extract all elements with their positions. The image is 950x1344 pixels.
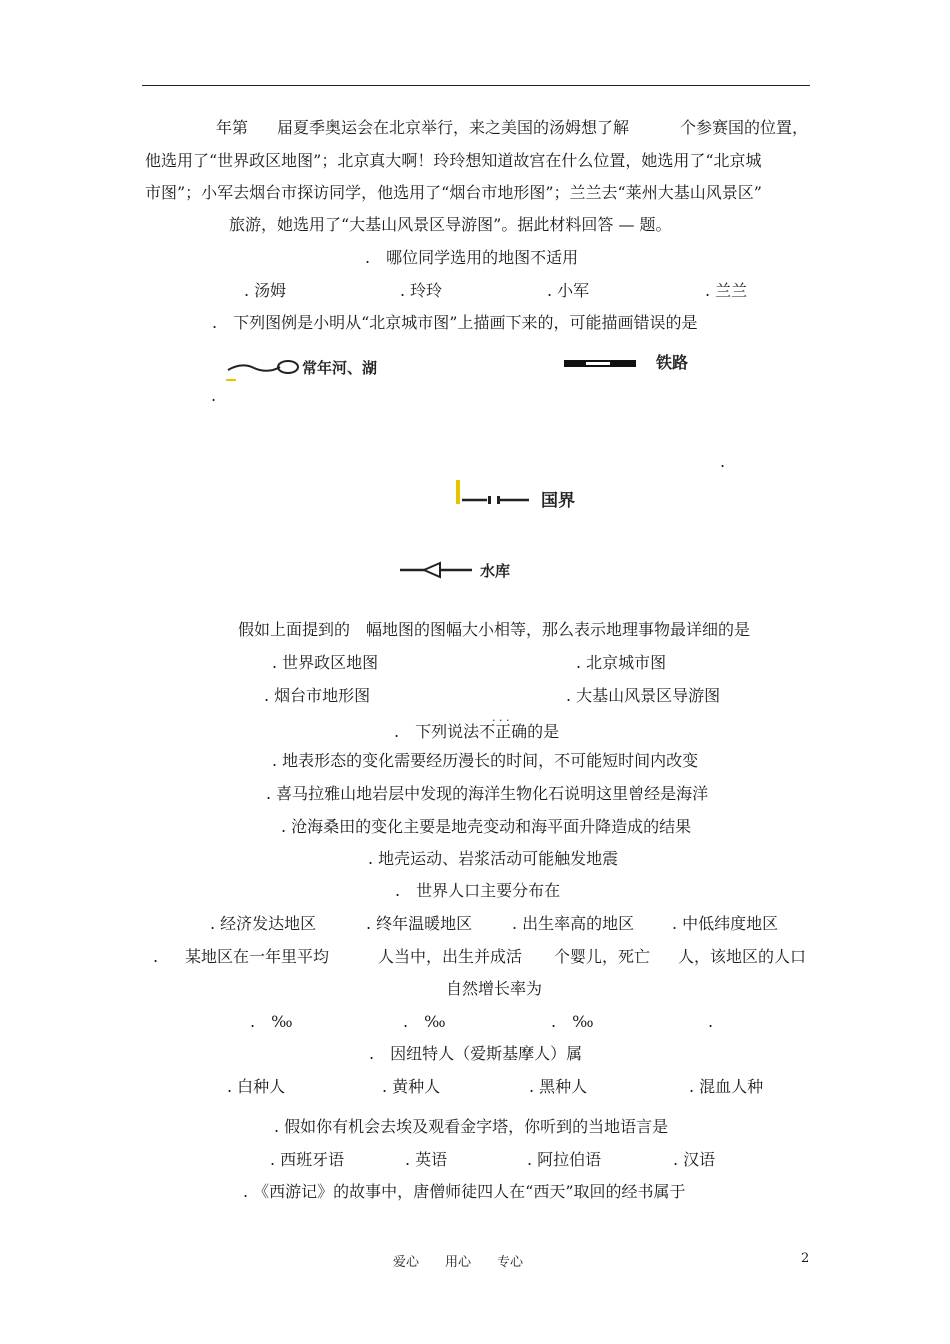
legend-river-lake [224,352,394,386]
q1-option-a: . 汤姆 [244,281,287,300]
q3-option-c: . 烟台市地形图 [264,686,371,705]
header-rule [142,85,810,86]
q4-option-c: . 沧海桑田的变化主要是地壳变动和海平面升降造成的结果 [281,817,692,836]
q4-emphasis-dots: . . . [492,711,510,724]
legend-border-label: 国界 [541,491,575,511]
q5-option-b: . 终年温暖地区 [366,914,473,933]
q5-option-c: . 出生率高的地区 [512,914,635,933]
legend-reservoir-label: 水库 [480,562,511,580]
q1-option-b: . 玲玲 [400,281,443,300]
q6-stem-a: . [153,947,159,966]
q8-option-d: . 汉语 [673,1150,716,1169]
q3-option-b: . 北京城市图 [576,653,667,672]
q7-option-c: . 黑种人 [529,1077,588,1096]
q6-stem-d: 个婴儿，死亡 [554,947,651,966]
page-number: 2 [801,1251,810,1266]
q3-stem: 假如上面提到的 幅地图的图幅大小相等，那么表示地理事物最详细的是 [238,620,751,639]
intro-line-4: 旅游，她选用了“大基山风景区导游图”。据此材料回答 — 题。 [229,215,672,234]
q7-stem: . 因纽特人（爱斯基摩人）属 [369,1044,583,1063]
q5-option-a: . 经济发达地区 [210,914,317,933]
legend-border [455,478,595,512]
q4-stem: . 下列说法不正确的是 [394,722,560,741]
q2-dot-2: . [720,452,726,471]
q8-stem: . 假如你有机会去埃及观看金字塔，你听到的当地语言是 [274,1117,669,1136]
legend-reservoir [396,553,526,583]
q1-option-c: . 小军 [547,281,590,300]
q8-option-b: . 英语 [405,1150,448,1169]
q1-stem: . 哪位同学选用的地图不适用 [365,248,579,267]
q1-option-d: . 兰兰 [705,281,748,300]
legend-railway [560,346,710,376]
q2-dot-1: . [211,386,217,405]
q6-stem-2: 自然增长率为 [446,979,543,998]
q7-option-a: . 白种人 [227,1077,286,1096]
q3-option-d: . 大基山风景区导游图 [566,686,721,705]
q4-option-a: . 地表形态的变化需要经历漫长的时间，不可能短时间内改变 [272,751,699,770]
q7-option-d: . 混血人种 [689,1077,764,1096]
q6-option-b: . ‰ [403,1012,446,1031]
q6-stem-c: 人当中，出生并成活 [378,947,523,966]
footer-motto: 爱心 用心 专心 [393,1255,524,1270]
q6-option-c: . ‰ [551,1012,594,1031]
intro-line-1b: 届夏季奥运会在北京举行，来之美国的汤姆想了解 [277,118,630,137]
q6-stem-e: 人，该地区的人口 [678,947,807,966]
q9-stem: . 《西游记》的故事中，唐僧师徒四人在“西天”取回的经书属于 [243,1182,686,1201]
q6-stem-b: 某地区在一年里平均 [185,947,330,966]
intro-line-3: 市图”；小军去烟台市探访同学，他选用了“烟台市地形图”；兰兰去“莱州大基山风景区” [145,183,762,202]
q5-option-d: . 中低纬度地区 [672,914,779,933]
q6-option-a: . ‰ [250,1012,293,1031]
q3-option-a: . 世界政区地图 [272,653,379,672]
intro-line-1a: 年第 [216,118,249,137]
q6-option-d: . [708,1012,714,1031]
legend-river-lake-label: 常年河、湖 [302,359,378,377]
q5-stem: . 世界人口主要分布在 [395,881,561,900]
q7-option-b: . 黄种人 [382,1077,441,1096]
intro-line-2: 他选用了“世界政区地图”；北京真大啊！玲玲想知道故宫在什么位置，她选用了“北京城 [145,151,762,170]
legend-railway-label: 铁路 [656,353,689,372]
q2-stem: . 下列图例是小明从“北京城市图”上描画下来的，可能描画错误的是 [212,313,698,332]
q8-option-c: . 阿拉伯语 [527,1150,602,1169]
q4-option-b: . 喜马拉雅山地岩层中发现的海洋生物化石说明这里曾经是海洋 [266,784,709,803]
q8-option-a: . 西班牙语 [270,1150,345,1169]
intro-line-1c: 个参赛国的位置， [680,118,809,137]
q4-option-d: . 地壳运动、岩浆活动可能触发地震 [368,849,619,868]
